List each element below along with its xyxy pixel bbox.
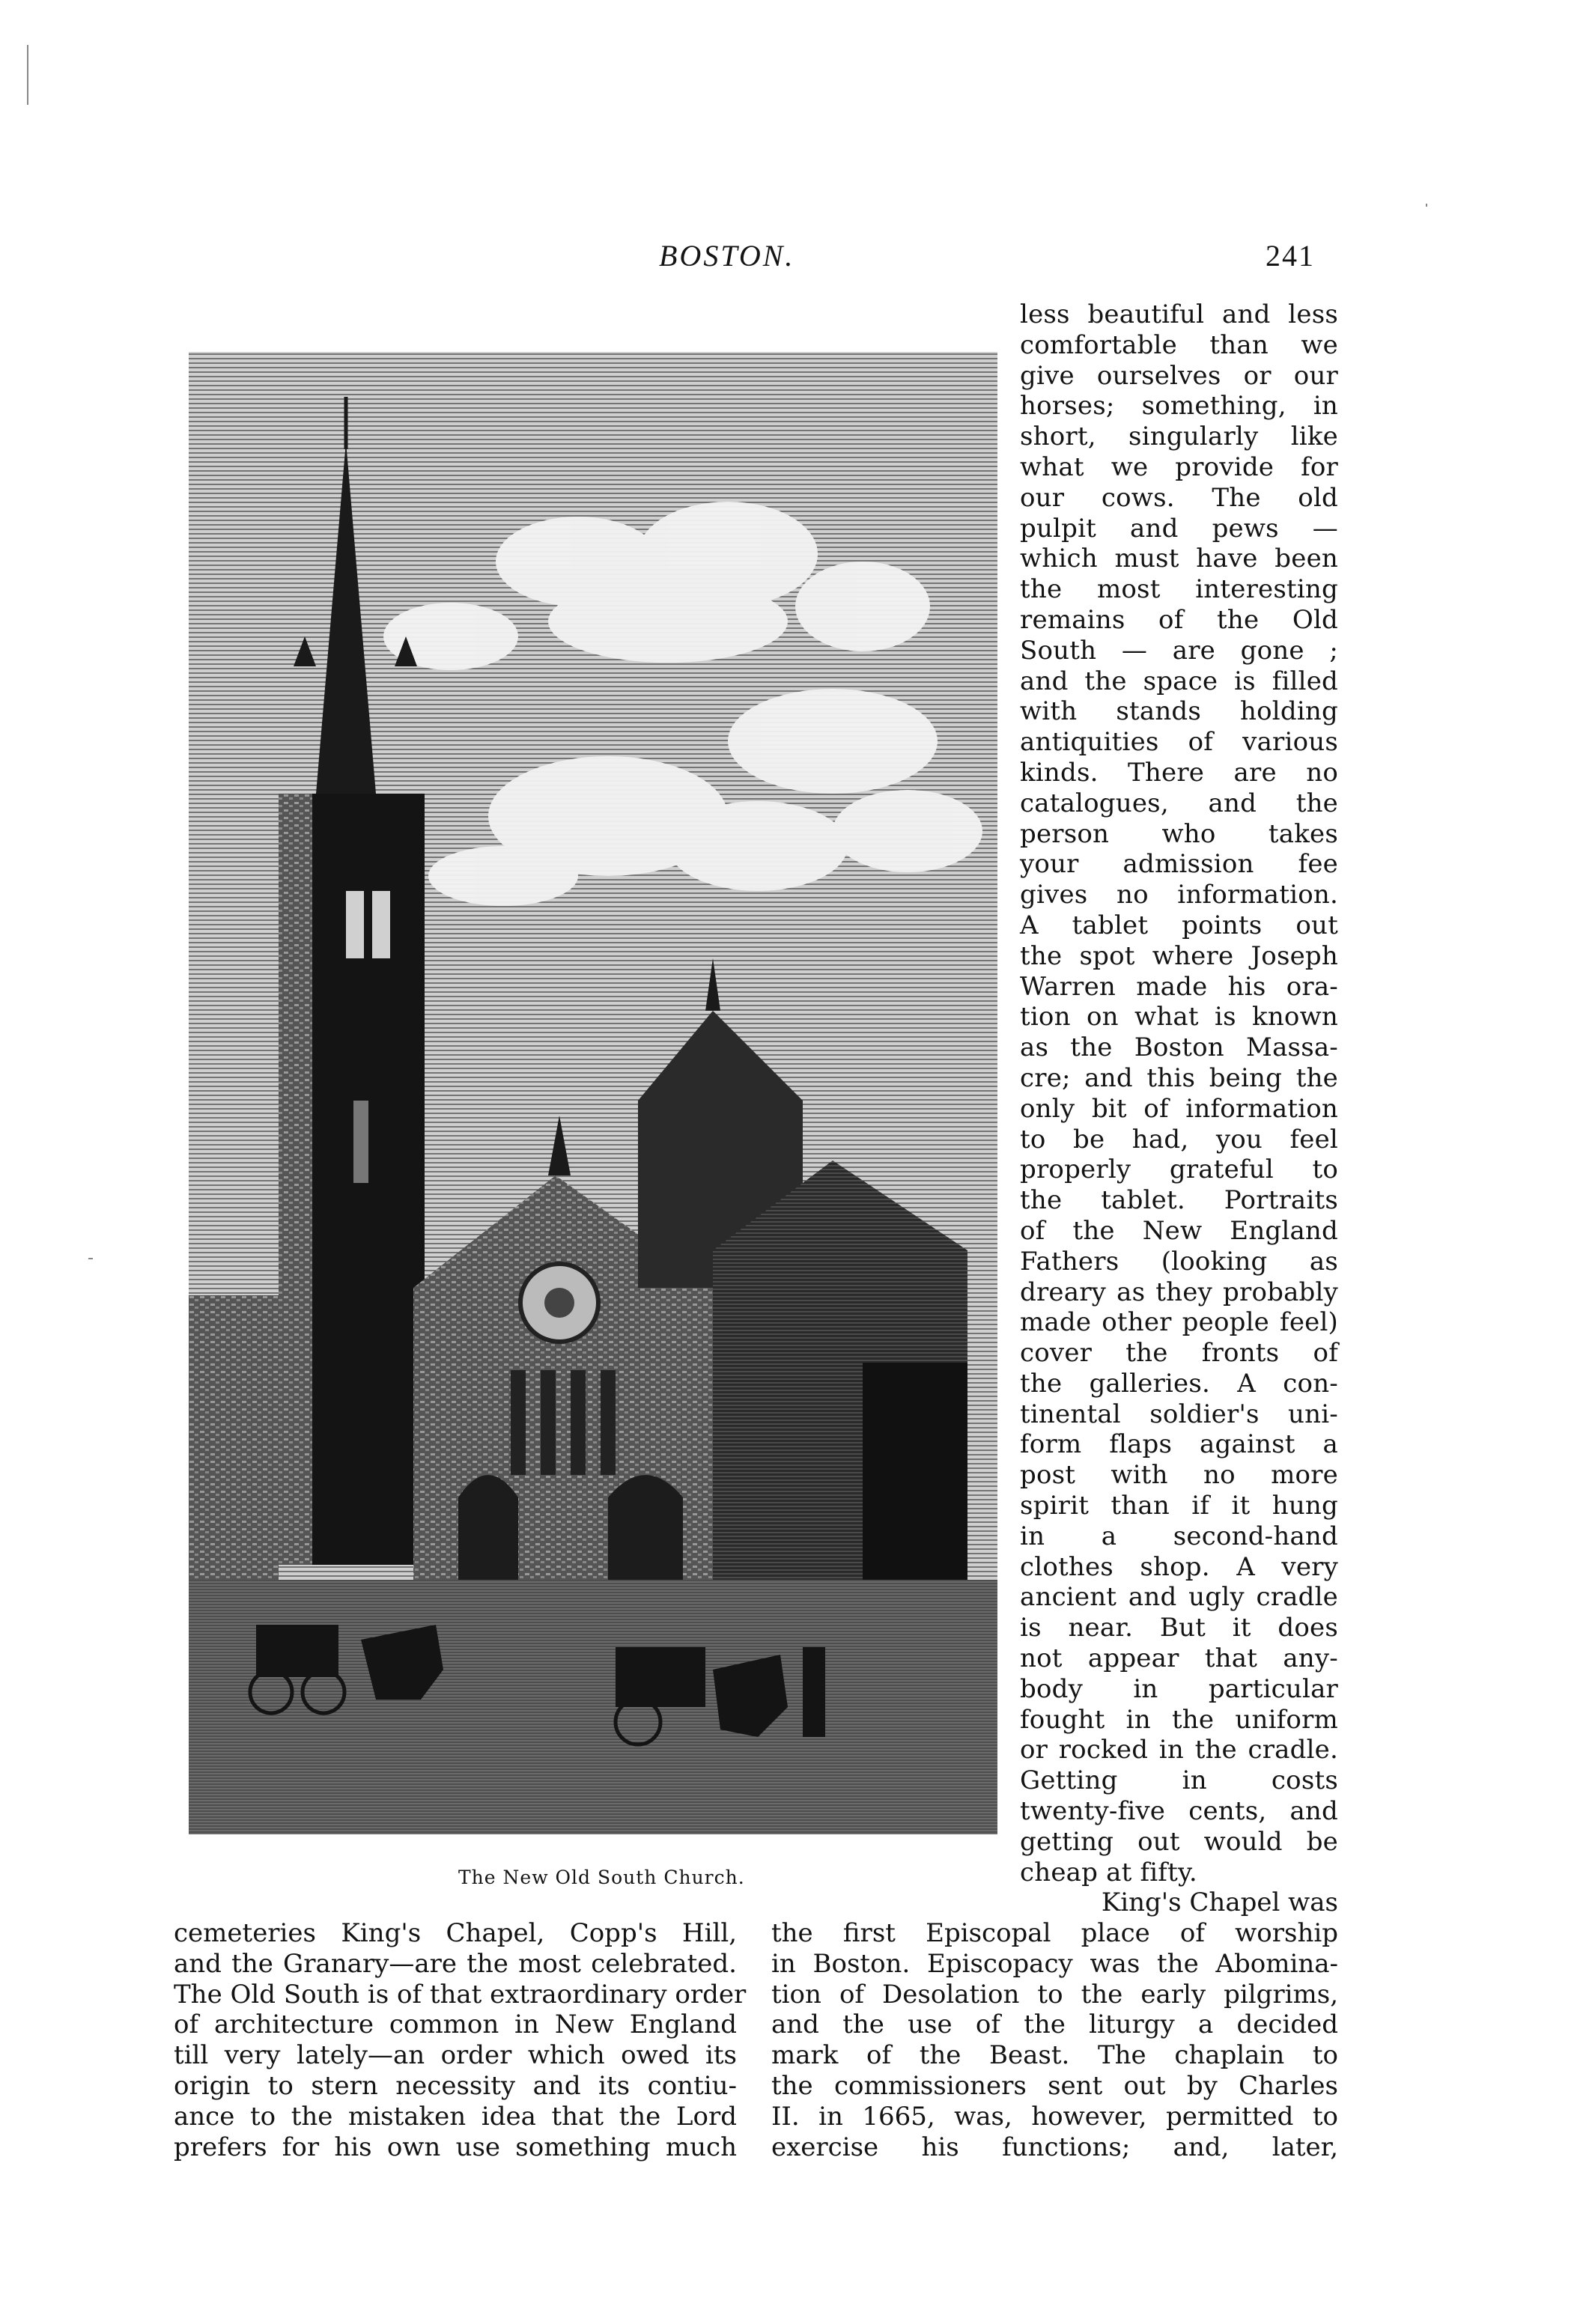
- text-line: post with no more: [1020, 1460, 1338, 1491]
- text-line: clothes shop. A very: [1020, 1551, 1338, 1582]
- engraving-illustration: [189, 352, 997, 1834]
- text-line: comfortable than we: [1020, 329, 1338, 360]
- text-line: in Boston. Episcopacy was the Abomina-: [771, 1948, 1338, 1979]
- left-building: [189, 1295, 279, 1580]
- text-line: tion on what is known: [1020, 1002, 1338, 1032]
- paper-speck: [27, 45, 28, 105]
- text-line: catalogues, and the: [1020, 788, 1338, 818]
- church-engraving: [189, 352, 997, 1834]
- paper-speck: [1426, 204, 1427, 207]
- text-line: with stands holding: [1020, 696, 1338, 727]
- text-line: mark of the Beast. The chaplain to: [771, 2040, 1338, 2071]
- text-line: person who takes: [1020, 818, 1338, 849]
- text-line: ancient and ugly cradle: [1020, 1582, 1338, 1613]
- text-line: and the space is filled: [1020, 666, 1338, 696]
- text-line: less beautiful and less: [1020, 299, 1338, 329]
- text-line: exercise his functions; and, later,: [771, 2132, 1338, 2162]
- text-line: prefers for his own use something much: [174, 2132, 737, 2162]
- text-line: antiquities of various: [1020, 727, 1338, 758]
- text-line: made other people feel): [1020, 1307, 1338, 1338]
- text-line: twenty-five cents, and: [1020, 1796, 1338, 1827]
- text-line: getting out would be: [1020, 1826, 1338, 1857]
- text-line: properly grateful to: [1020, 1155, 1338, 1185]
- text-line: not appear that any-: [1020, 1643, 1338, 1674]
- text-line: Getting in costs: [1020, 1765, 1338, 1796]
- text-line: in a second-hand: [1020, 1521, 1338, 1551]
- text-line: and the Granary—are the most celebrated.: [174, 1948, 737, 1979]
- text-line: II. in 1665, was, however, permitted to: [771, 2101, 1338, 2132]
- text-line: as the Boston Massa-: [1020, 1032, 1338, 1063]
- side-column-text: [1020, 299, 1338, 1888]
- text-line: The Old South is of that extraordinary order: [174, 1979, 747, 2010]
- text-line: South — are gone ;: [1020, 635, 1338, 666]
- text-line: kinds. There are no: [1020, 757, 1338, 788]
- text-line: Fathers (looking as: [1020, 1246, 1338, 1277]
- text-line: A tablet points out: [1020, 910, 1338, 940]
- paper-speck: [88, 1258, 93, 1259]
- text-line: the tablet. Portraits: [1020, 1185, 1338, 1216]
- text-line: cheap at fifty.: [1020, 1857, 1197, 1888]
- text-line: what we provide for: [1020, 451, 1338, 482]
- text-line: short, singularly like: [1020, 422, 1338, 452]
- text-line: which must have been: [1020, 544, 1338, 574]
- text-line: the galleries. A con-: [1020, 1368, 1338, 1399]
- text-line: body in particular: [1020, 1673, 1338, 1704]
- text-line: your admission fee: [1020, 849, 1338, 880]
- text-line: of the New England: [1020, 1215, 1338, 1246]
- text-line: tinental soldier's uni-: [1020, 1399, 1338, 1429]
- text-line: pulpit and pews —: [1020, 513, 1338, 544]
- text-line: cover the fronts of: [1020, 1338, 1338, 1369]
- text-line: spirit than if it hung: [1020, 1491, 1338, 1521]
- text-line: only bit of information: [1020, 1093, 1338, 1124]
- right-wing: [713, 1161, 967, 1595]
- text-line: give ourselves or our: [1020, 360, 1338, 391]
- text-line: ance to the mistaken idea that the Lord: [174, 2101, 737, 2132]
- left-column-text: [174, 1918, 747, 2162]
- text-line: gives no information.: [1020, 880, 1338, 910]
- text-line: fought in the uniform: [1020, 1704, 1338, 1735]
- text-line: or rocked in the cradle.: [1020, 1735, 1338, 1765]
- text-line: to be had, you feel: [1020, 1124, 1338, 1155]
- text-line: the commissioners sent out by Charles: [771, 2070, 1338, 2101]
- side-column-continuation: King's Chapel was: [1101, 1888, 1338, 1917]
- right-column-text: [771, 1918, 1338, 2162]
- text-line: horses; something, in: [1020, 391, 1338, 422]
- text-line: origin to stern necessity and its contiu-: [174, 2070, 737, 2101]
- figure-caption: The New Old South Church.: [458, 1867, 745, 1888]
- text-line: of architecture common in New England: [174, 2010, 737, 2040]
- running-title: BOSTON.: [659, 239, 795, 273]
- text-line: till very lately—an order which owed its: [174, 2040, 737, 2071]
- text-line: dreary as they probably: [1020, 1277, 1338, 1307]
- text-line: cemeteries King's Chapel, Copp's Hill,: [174, 1918, 737, 1948]
- page-number: 241: [1266, 239, 1315, 273]
- text-line: is near. But it does: [1020, 1613, 1338, 1643]
- text-line: the most interesting: [1020, 574, 1338, 605]
- text-line: our cows. The old: [1020, 482, 1338, 513]
- text-line: tion of Desolation to the early pilgrims,: [771, 1979, 1338, 2010]
- text-line: Warren made his ora-: [1020, 971, 1338, 1002]
- text-line: the first Episcopal place of worship: [771, 1918, 1338, 1948]
- text-line: cre; and this being the: [1020, 1062, 1338, 1093]
- text-line: the spot where Joseph: [1020, 940, 1338, 971]
- text-line: remains of the Old: [1020, 604, 1338, 635]
- text-line: form flaps against a: [1020, 1429, 1338, 1460]
- text-line: and the use of the liturgy a decided: [771, 2010, 1338, 2040]
